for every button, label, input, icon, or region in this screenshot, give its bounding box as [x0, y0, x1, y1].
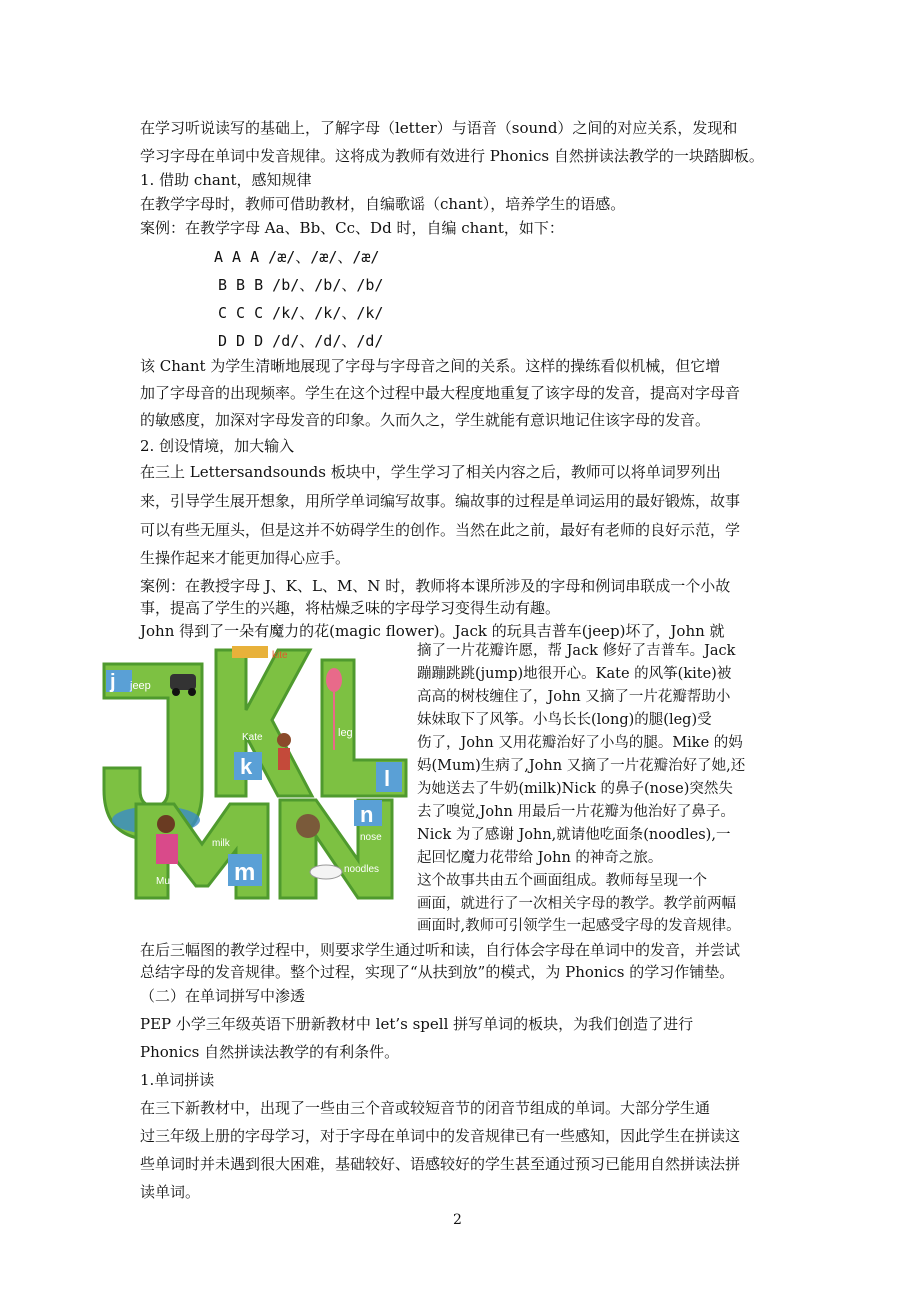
text-line: Nick 为了感谢 John,就请他吃面条(noodles),一 [417, 827, 731, 843]
text-line: 这个故事共由五个画面组成。教师每呈现一个 [417, 873, 707, 889]
letter-n-tile [280, 800, 392, 898]
word-noodles: noodles [344, 864, 380, 875]
text-line: 读单词。 [140, 1183, 201, 1201]
text-line: 可以有些无厘头，但是这并不妨碍学生的创作。当然在此之前，最好有老师的良好示范，学 [140, 521, 741, 539]
word-milk: milk [212, 838, 230, 849]
text-line: 为她送去了牛奶(milk)Nick 的鼻子(nose)突然失 [417, 781, 733, 797]
text-line: 去了嗅觉,John 用最后一片花瓣为他治好了鼻子。 [417, 804, 735, 820]
text-line: 生操作起来才能更加得心应手。 [140, 549, 351, 567]
text-line: 来，引导学生展开想象，用所学单词编写故事。编故事的过程是单词运用的最好锻炼，故事 [140, 492, 741, 510]
word-kite: kite [272, 650, 288, 661]
word-kate: Kate [242, 732, 263, 743]
text-line: John 得到了一朵有魔力的花(magic flower)。Jack 的玩具吉普车(jeep)坏了，John 就 [140, 622, 725, 640]
text-line: 在三上 Lettersandsounds 板块中，学生学习了相关内容之后，教师可以将单词罗列出 [140, 463, 721, 481]
text-line: 妈(Mum)生病了,John 又摘了一片花瓣治好了她,还 [417, 758, 746, 774]
text-line: 案例：在教授字母 J、K、L、M、N 时，教师将本课所涉及的字母和例词串联成一个小故 [140, 577, 731, 595]
text-line: 该 Chant 为学生清晰地展现了字母与字母音之间的关系。这样的操练看似机械，但它增 [140, 357, 721, 375]
page-number: 2 [453, 1212, 462, 1228]
section-heading: 2. 创设情境，加大输入 [140, 437, 295, 455]
chant-line: A A A /æ/、/æ/、/æ/ [214, 248, 380, 266]
text-line: 摘了一片花瓣许愿，帮 Jack 修好了吉普车。Jack [417, 643, 736, 659]
section-heading: 1.单词拼读 [140, 1071, 215, 1089]
small-letter-m: m [234, 859, 256, 886]
text-line: 在教学字母时，教师可借助教材，自编歌谣（chant），培养学生的语感。 [140, 195, 626, 213]
text-line: 伤了，John 又用花瓣治好了小鸟的腿。Mike 的妈 [417, 735, 743, 751]
text-line: 学习字母在单词中发音规律。这将成为教师有效进行 Phonics 自然拼读法教学的一块踏脚板。 [140, 147, 764, 165]
text-line: Phonics 自然拼读法教学的有利条件。 [140, 1043, 400, 1061]
alphabet-illustration [96, 640, 414, 902]
letter-k-tile [216, 646, 312, 796]
section-heading: 1. 借助 chant，感知规律 [140, 171, 312, 189]
letter-m-tile [136, 804, 268, 898]
word-long: long [364, 689, 385, 701]
text-line: 事，提高了学生的兴趣，将枯燥乏味的字母学习变得生动有趣。 [140, 599, 561, 617]
small-letter-l: l [384, 766, 391, 791]
text-line: 的敏感度，加深对字母发音的印象。久而久之，学生就能有意识地记住该字母的发音。 [140, 411, 711, 429]
word-jeep: jeep [130, 680, 151, 692]
letter-l-tile [322, 660, 406, 796]
text-line: 起回忆魔力花带给 John 的神奇之旅。 [417, 850, 663, 866]
text-line: 画面，就进行了一次相关字母的教学。教学前两幅 [417, 896, 736, 912]
text-line: PEP 小学三年级英语下册新教材中 let’s spell 拼写单词的板块，为我们创造了进行 [140, 1015, 694, 1033]
small-letter-k: k [240, 754, 253, 779]
text-line: 妹妹取下了风筝。小鸟长长(long)的腿(leg)受 [417, 712, 712, 728]
chant-line: B B B /b/、/b/、/b/ [218, 276, 384, 294]
text-line: 在学习听说读写的基础上，了解字母（letter）与语音（sound）之间的对应关系，发现和 [140, 119, 738, 137]
text-line: 高高的树枝缠住了，John 又摘了一片花瓣帮助小 [417, 689, 731, 705]
text-line: 些单词时并未遇到很大困难，基础较好、语感较好的学生甚至通过预习已能用自然拼读法拼 [140, 1155, 741, 1173]
word-nose: nose [360, 832, 382, 843]
small-letter-j: j [110, 671, 116, 693]
chant-line: C C C /k/、/k/、/k/ [218, 304, 384, 322]
word-jump: jump [140, 715, 164, 727]
letters-jklmn-image [96, 640, 414, 902]
text-line: 画面时,教师可引领学生一起感受字母的发音规律。 [417, 918, 741, 934]
text-line: 蹦蹦跳跳(jump)地很开心。Kate 的风筝(kite)被 [417, 666, 732, 682]
text-line: 加了字母音的出现频率。学生在这个过程中最大程度地重复了该字母的发音，提高对字母音 [140, 384, 741, 402]
word-leg: leg [338, 727, 353, 739]
text-line: 过三年级上册的字母学习，对于字母在单词中的发音规律已有一些感知，因此学生在拼读这 [140, 1127, 741, 1145]
text-line: 总结字母的发音规律。整个过程，实现了“从扶到放”的模式，为 Phonics 的学习作铺垫。 [140, 963, 735, 981]
text-line: 在三下新教材中，出现了一些由三个音或较短音节的闭音节组成的单词。大部分学生通 [140, 1099, 711, 1117]
text-line: 在后三幅图的教学过程中，则要求学生通过听和读，自行体会字母在单词中的发音，并尝试 [140, 941, 741, 959]
word-mum: Mum [156, 876, 179, 887]
small-letter-n: n [360, 802, 374, 827]
chant-line: D D D /d/、/d/、/d/ [218, 332, 384, 350]
text-line: 案例：在教学字母 Aa、Bb、Cc、Dd 时，自编 chant，如下： [140, 219, 564, 237]
section-heading: （二）在单词拼写中渗透 [140, 987, 306, 1005]
